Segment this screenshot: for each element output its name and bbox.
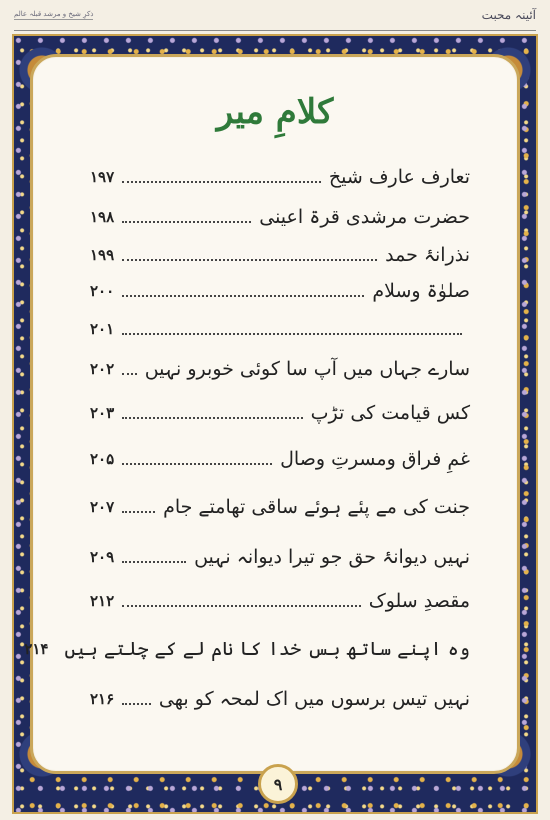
toc-page-number: ۱۹۹ bbox=[90, 246, 115, 264]
toc-entry-title: نہیں دیوانۂ حق جو تیرا دیوانہ نہیں bbox=[194, 546, 470, 568]
toc-entry-title: صلوٰۃ وسلام bbox=[372, 280, 470, 302]
toc-row[interactable] bbox=[90, 312, 470, 346]
dot-leader bbox=[122, 595, 361, 607]
toc-entry-title: سارے جہاں میں آپ سا کوئی خوبرو نہیں bbox=[144, 358, 470, 380]
toc-page-number: ۲۰۷ bbox=[90, 498, 115, 516]
toc-entry-title: کس قیامت کی تڑپ bbox=[310, 402, 470, 424]
header-left-text: ذکرِ شیخ و مرشد قبلہ عالم bbox=[14, 10, 94, 18]
page-header bbox=[0, 0, 550, 30]
page-number: ۹ bbox=[258, 764, 298, 804]
toc-page-number: ۲۱۶ bbox=[90, 690, 115, 708]
toc-page-number: ۲۱۲ bbox=[90, 592, 115, 610]
toc-row[interactable] bbox=[90, 682, 470, 716]
dot-leader bbox=[122, 249, 377, 261]
dot-leader bbox=[122, 211, 251, 223]
dot-leader bbox=[122, 363, 137, 375]
toc-page-number: ۲۰۰ bbox=[90, 282, 115, 300]
toc-entry-title: حضرت مرشدی قرۃ اعینی bbox=[259, 206, 470, 228]
toc-entry-title: نذرانۂ حمد bbox=[385, 244, 470, 266]
toc-row[interactable] bbox=[90, 396, 470, 430]
toc-page-number: ۲۰۳ bbox=[90, 404, 115, 422]
toc-row[interactable] bbox=[90, 160, 470, 194]
dot-leader bbox=[122, 171, 321, 183]
dot-leader bbox=[122, 693, 151, 705]
toc-page-number: ۲۱۴ bbox=[24, 640, 49, 658]
toc-entry-title: تعارف عارف شیخ bbox=[328, 166, 470, 188]
toc-entry-title: نہیں تیس برسوں میں اک لمحہ کو بھی bbox=[158, 688, 470, 710]
dot-leader bbox=[122, 501, 155, 513]
toc-page-number: ۱۹۸ bbox=[90, 208, 115, 226]
toc-row[interactable] bbox=[90, 442, 470, 476]
toc-row[interactable] bbox=[90, 540, 470, 574]
toc-row[interactable] bbox=[90, 238, 470, 272]
toc-page-number: ۲۰۲ bbox=[90, 360, 115, 378]
dot-leader bbox=[122, 285, 364, 297]
dot-leader bbox=[122, 407, 302, 419]
toc-row[interactable] bbox=[90, 200, 470, 234]
dot-leader bbox=[122, 551, 186, 563]
section-title: کلامِ میر bbox=[216, 92, 334, 132]
toc-entry-title: وہ اپنے ساتھ بس خدا کا نام لے کے چلتے ہیں bbox=[64, 638, 470, 660]
header-rule bbox=[14, 30, 536, 31]
toc-page-number: ۲۰۵ bbox=[90, 450, 115, 468]
toc-row[interactable] bbox=[90, 584, 470, 618]
toc-row[interactable] bbox=[90, 274, 470, 308]
toc-entry-title: مقصدِ سلوک bbox=[368, 590, 470, 612]
toc-page-number: ۱۹۷ bbox=[90, 168, 115, 186]
toc-entry-title: غمِ فراق ومسرتِ وصال bbox=[280, 448, 470, 470]
toc-row[interactable] bbox=[90, 352, 470, 386]
dot-leader bbox=[122, 453, 272, 465]
header-book-title: آئینہ محبت bbox=[481, 8, 536, 22]
toc-entry-title: جنت کی مے پئے ہوئے ساقی تھامتے جام bbox=[163, 496, 470, 518]
dot-leader bbox=[122, 323, 462, 335]
toc-row[interactable] bbox=[24, 632, 470, 666]
toc-page-number: ۲۰۹ bbox=[90, 548, 115, 566]
toc-page-number: ۲۰۱ bbox=[90, 320, 115, 338]
toc-row[interactable] bbox=[90, 490, 470, 524]
